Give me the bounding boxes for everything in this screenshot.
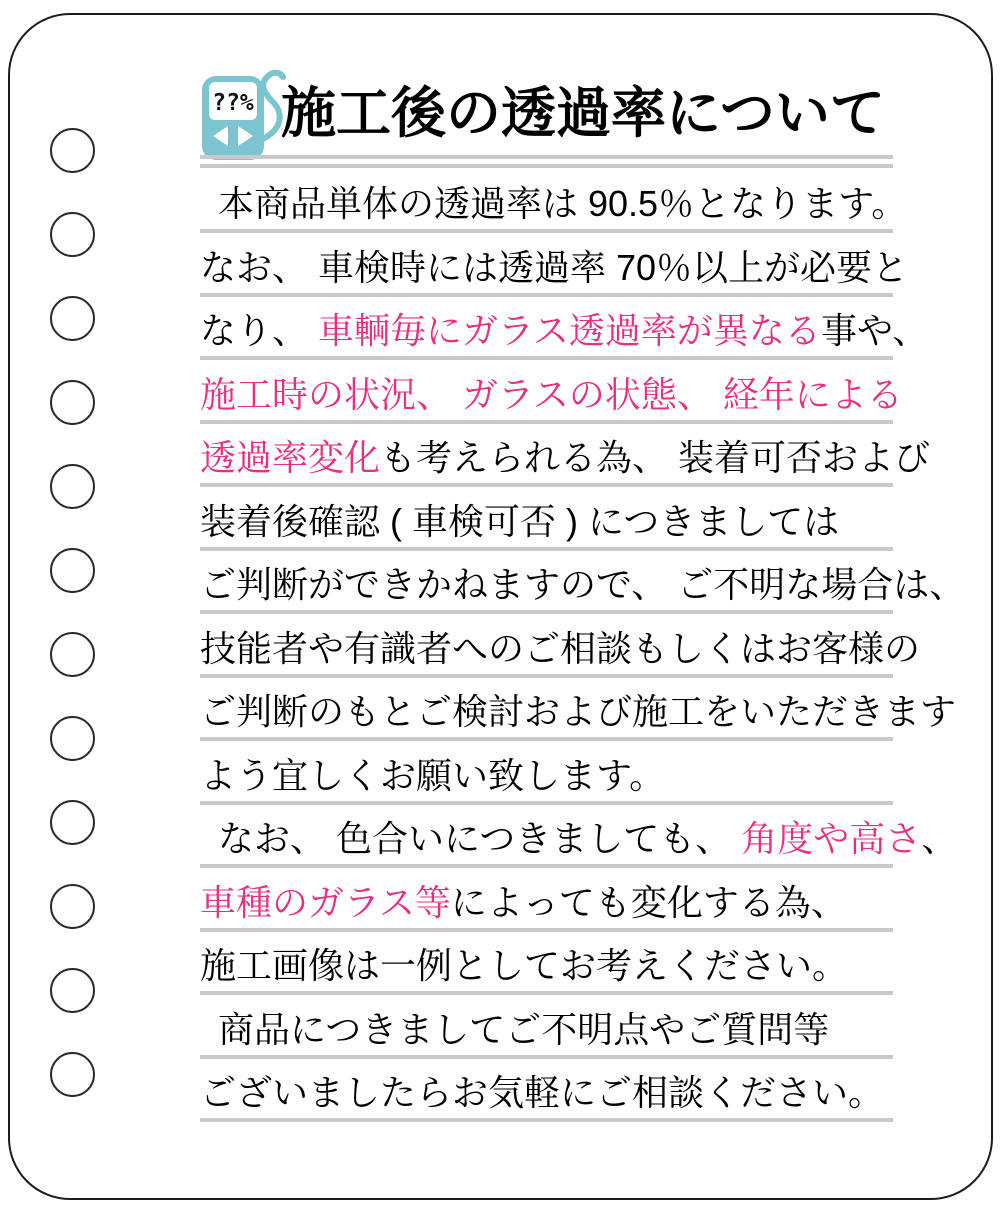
body-line [200,805,958,869]
page-title: 施工後の透過率について [281,82,885,144]
binder-hole [50,548,95,593]
body-line [200,487,893,551]
meter-screen-value: ??% [212,90,254,116]
body-text-segment: ございましたらお気軽にご相談ください。 [200,1072,885,1114]
binder-hole [50,1052,95,1097]
body-text-segment: なお、 色合いにつきましても、 [218,818,742,860]
body-text-segment: よう宜しくお願い致します。 [200,754,666,796]
binder-hole [50,632,95,677]
body-text-segment: も考えられる為、 装着可否および [380,437,931,479]
body-text-segment: 本商品単体の透過率は 90.5％となります。 [218,183,908,225]
body-line [200,1059,893,1123]
binder-hole [50,380,95,425]
body-text-segment: 施工画像は一例としてお考えください。 [200,945,849,987]
body-text-segment: 透過率変化 [200,437,381,479]
body-text-segment: 事や、 [820,310,929,352]
body-line [200,424,931,488]
body-line [200,932,893,996]
binder-hole [50,884,95,929]
binder-hole [50,296,95,341]
body-line [200,170,908,234]
binder-hole [50,464,95,509]
body-text-segment: 車種のガラス等 [200,881,451,923]
body-text-segment: によっても変化する為、 [450,881,847,923]
body-text-segment: ご判断ができかねますので、 ご不明な場合は、 [200,564,966,606]
body-line [200,741,893,805]
body-line [200,995,893,1059]
body-line [200,360,903,424]
body-text-segment: なお、 車検時には透過率 70％以上が必要と [200,246,909,288]
body-line [200,678,957,742]
body-text-segment: 技能者や有識者へのご相談もしくはお客様の [200,627,921,669]
title-underline [200,164,893,168]
binder-hole [50,716,95,761]
title-underline [200,155,893,159]
body-text-segment: なり、 [200,310,319,352]
binder-hole [50,212,95,257]
body-line [200,614,921,678]
body-line [200,868,893,932]
body-text-segment: 、 [921,818,958,860]
body-line [200,297,929,361]
body-text-segment: 角度や高さ [741,818,922,860]
binder-hole [50,968,95,1013]
body-text-segment: 商品につきましてご不明点やご質問等 [218,1008,830,1050]
body-line [200,551,966,615]
body-line [200,233,909,297]
body-text-segment: ご判断のもとご検討および施工をいただきます [200,691,957,733]
binder-hole [50,128,95,173]
body-text-segment: 装着後確認 ( 車検可否 ) につきましては [200,500,840,542]
body-text-segment: 車輌毎にガラス透過率が異なる [318,310,821,352]
body-text-segment: 施工時の状況、 ガラスの状態、 経年による [200,373,903,415]
binder-hole [50,800,95,845]
